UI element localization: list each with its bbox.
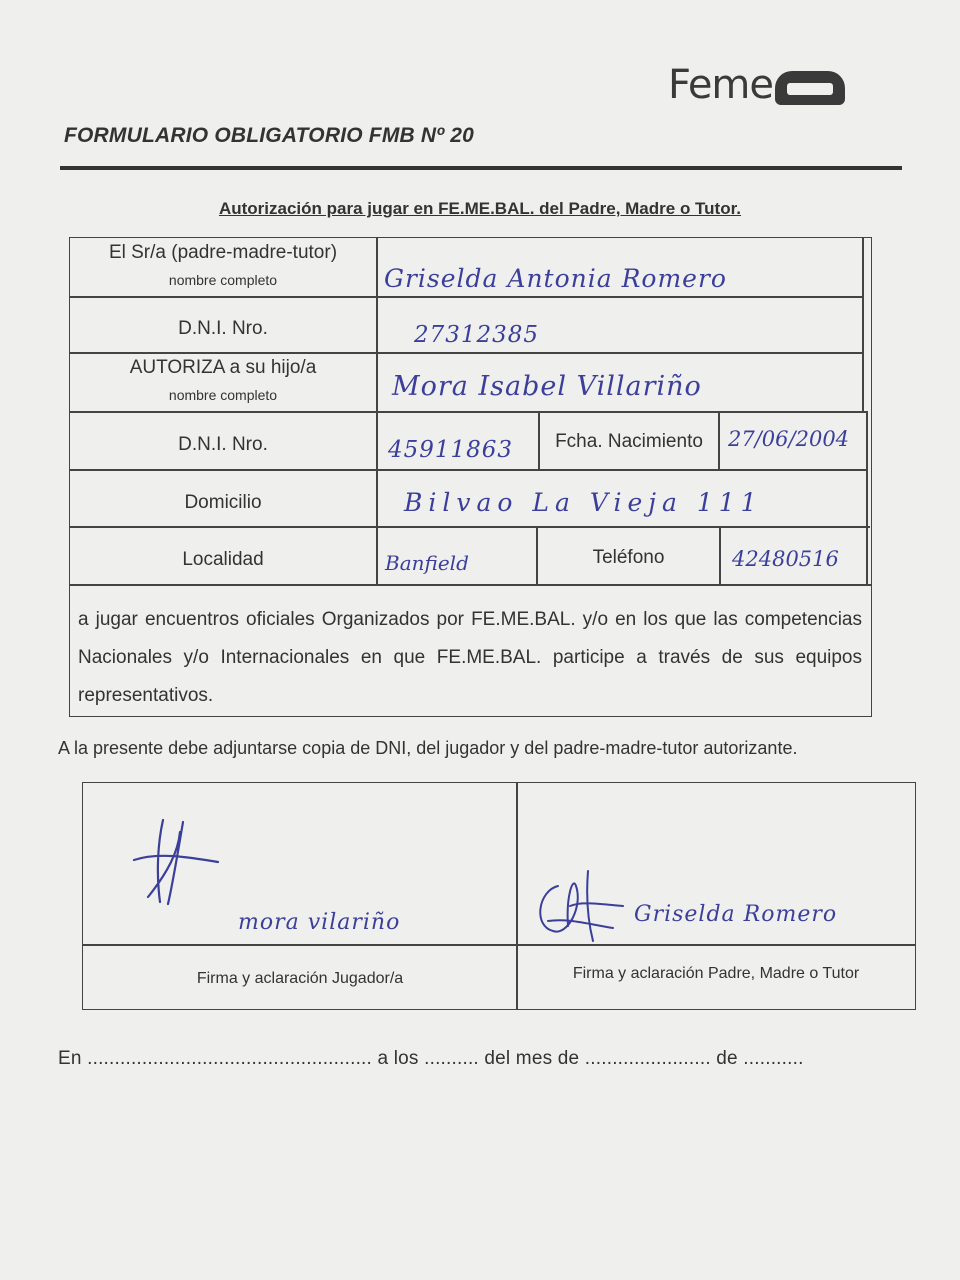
place-date-line: En .................................................... a los .......... del mes de ....................... de ...........: [58, 1048, 804, 1069]
city-label: Localidad: [182, 549, 264, 570]
player-printed-name: mora vilariño: [238, 910, 401, 935]
child-dni-label: D.N.I. Nro.: [178, 434, 268, 455]
parent-signature-caption: Firma y aclaración Padre, Madre o Tutor: [572, 965, 860, 982]
table-row-divider: [69, 352, 864, 354]
parent-signature: [528, 866, 628, 946]
logo-text: Feme: [668, 62, 774, 108]
address-label: Domicilio: [184, 492, 262, 513]
parent-printed-name: Griselda Romero: [634, 902, 838, 927]
table-row-divider: [69, 411, 866, 413]
table-col-divider: [862, 237, 864, 412]
authorization-paragraph: a jugar encuentros oficiales Organizados por FE.ME.BAL. y/o en los que las competencias Nacionales y/o Internacionales en que FE.ME.BAL. participe a través de sus equipos representativos.: [78, 609, 862, 706]
birth-date-label: Fcha. Nacimiento: [555, 431, 703, 452]
table-row-divider: [69, 296, 864, 298]
child-dni-field[interactable]: 45911863: [388, 437, 514, 463]
address-field[interactable]: Bilvao La Vieja 111: [404, 488, 763, 517]
parent-sublabel: nombre completo: [168, 272, 278, 288]
signature-row-divider: [82, 944, 916, 946]
femebal-logo: [668, 62, 845, 108]
table-col-divider: [718, 411, 720, 469]
parent-dni-field[interactable]: 27312385: [414, 322, 540, 348]
player-signature: [128, 812, 228, 912]
header-divider: [60, 166, 902, 170]
phone-label: Teléfono: [592, 547, 665, 568]
parent-label: [70, 242, 376, 288]
city-field[interactable]: Banfield: [385, 551, 469, 575]
authorizes-label-text: AUTORIZA a su hijo/a: [129, 357, 317, 378]
attachment-note: A la presente debe adjuntarse copia de DNI, del jugador y del padre-madre-tutor autorizante.: [58, 738, 798, 758]
child-name-field[interactable]: Mora Isabel Villariño: [392, 371, 702, 402]
table-row-divider: [69, 584, 872, 586]
player-signature-caption: Firma y aclaración Jugador/a: [196, 970, 404, 987]
parent-dni-label: D.N.I. Nro.: [178, 318, 268, 339]
table-row-divider: [69, 526, 870, 528]
parent-name-field[interactable]: Griselda Antonia Romero: [384, 264, 727, 293]
authorizes-label: [70, 357, 376, 403]
form-subtitle: Autorización para jugar en FE.ME.BAL. del Padre, Madre o Tutor.: [218, 199, 742, 218]
birth-date-field[interactable]: 27/06/2004: [728, 427, 850, 451]
child-sublabel: nombre completo: [168, 387, 278, 403]
phone-field[interactable]: 42480516: [732, 547, 839, 571]
parent-label-text: El Sr/a (padre-madre-tutor): [108, 242, 338, 263]
table-col-divider: [719, 526, 721, 584]
form-title: FORMULARIO OBLIGATORIO FMB Nº 20: [64, 124, 474, 147]
table-row-divider: [69, 469, 868, 471]
table-col-divider: [376, 237, 378, 584]
logo-mark: [775, 71, 845, 105]
table-col-divider: [866, 411, 868, 584]
